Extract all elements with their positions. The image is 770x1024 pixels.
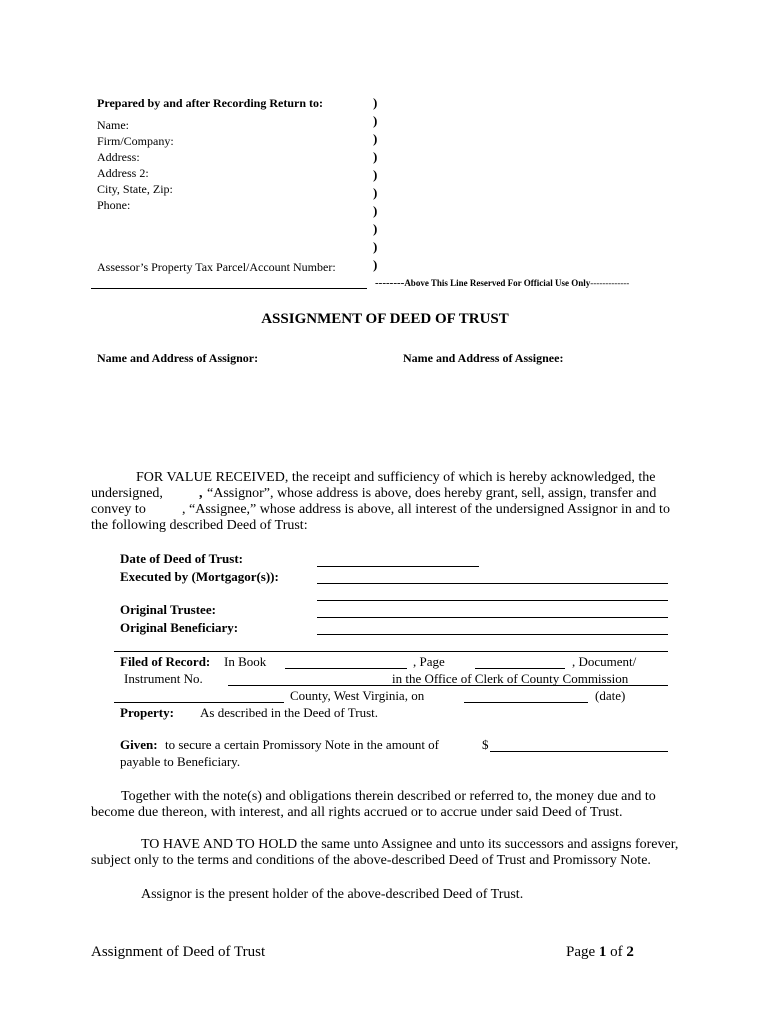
para1-undersigned: undersigned,	[91, 486, 163, 501]
section-divider	[114, 651, 668, 652]
para3-line1: TO HAVE AND TO HOLD the same unto Assignee and unto its successors and assigns forever,	[141, 837, 679, 852]
paren-2: )	[373, 113, 378, 128]
para1-line4: the following described Deed of Trust:	[91, 518, 308, 533]
instrument-label: Instrument No.	[124, 671, 203, 686]
field-city-label: City, State, Zip:	[97, 182, 173, 196]
in-book-label: In Book	[224, 654, 267, 669]
executed-by-label: Executed by (Mortgagor(s)):	[120, 569, 279, 584]
para1-assignor: “Assignor”, whose address is above, does hereby grant, sell, assign, transfer and	[207, 486, 657, 501]
field-name-label: Name:	[97, 118, 129, 132]
original-trustee-line[interactable]	[317, 617, 668, 618]
paren-6: )	[373, 185, 378, 200]
county-text: County, West Virginia, on	[290, 688, 425, 703]
field-address2-label: Address 2:	[97, 166, 149, 180]
given-label: Given:	[120, 737, 158, 752]
of-word: of	[610, 944, 623, 960]
field-address-label: Address:	[97, 150, 140, 164]
amount-line[interactable]	[490, 751, 668, 752]
paren-1: )	[373, 95, 378, 110]
page-label: , Page	[413, 654, 445, 669]
property-label: Property:	[120, 705, 174, 720]
dollar-sign: $	[482, 737, 489, 752]
executed-by-line-1[interactable]	[317, 583, 668, 584]
document-title: ASSIGNMENT OF DEED OF TRUST	[261, 311, 509, 327]
paren-10: )	[373, 257, 378, 272]
reserved-tail: -------------	[590, 278, 630, 288]
para4: Assignor is the present holder of the above-described Deed of Trust.	[141, 887, 524, 902]
parcel-label: Assessor’s Property Tax Parcel/Account Number:	[97, 260, 336, 274]
page-word: Page	[566, 944, 596, 960]
para1-convey: convey to	[91, 502, 146, 517]
date-of-deed-label: Date of Deed of Trust:	[120, 551, 243, 566]
executed-by-line-2[interactable]	[317, 600, 668, 601]
field-phone-label: Phone:	[97, 198, 131, 212]
payable-text: payable to Beneficiary.	[120, 754, 241, 769]
recorded-date-line[interactable]	[464, 702, 588, 703]
paren-3: )	[373, 131, 378, 146]
filed-of-record-label: Filed of Record:	[120, 654, 211, 669]
book-line[interactable]	[285, 668, 407, 669]
para1-line1: FOR VALUE RECEIVED, the receipt and sufficiency of which is hereby acknowledged, the	[136, 470, 656, 485]
given-text: to secure a certain Promissory Note in the amount of	[165, 737, 440, 752]
paren-9: )	[373, 239, 378, 254]
para2-line2: become due thereon, with interest, and all rights accrued or to accrue under said Deed of Trust.	[91, 805, 623, 820]
original-beneficiary-label: Original Beneficiary:	[120, 620, 239, 635]
document-label: , Document/	[572, 654, 637, 669]
para2-line1: Together with the note(s) and obligations therein described or referred to, the money due and to	[121, 789, 656, 804]
prepared-by-label: Prepared by and after Recording Return to:	[97, 96, 323, 110]
field-firm-label: Firm/Company:	[97, 134, 174, 148]
paren-7: )	[373, 203, 378, 218]
parcel-line	[91, 288, 367, 289]
original-trustee-label: Original Trustee:	[120, 602, 216, 617]
reserved-dashes: --------	[375, 277, 405, 289]
reserved-line	[375, 276, 629, 290]
para3-line2: subject only to the terms and conditions of the above-described Deed of Trust and Promissory Note.	[91, 853, 651, 868]
property-value: As described in the Deed of Trust.	[200, 705, 379, 720]
original-beneficiary-line[interactable]	[317, 634, 668, 635]
date-hint: (date)	[595, 688, 626, 703]
paren-5: )	[373, 167, 378, 182]
para1-assignee: , “Assignee,” whose address is above, all interest of the undersigned Assignor in and to	[182, 502, 670, 517]
para1-comma: ,	[199, 486, 203, 501]
county-line[interactable]	[114, 702, 284, 703]
assignor-label: Name and Address of Assignor:	[97, 351, 259, 365]
page-current: 1	[598, 944, 607, 960]
paren-8: )	[373, 221, 378, 236]
page-total: 2	[626, 944, 634, 960]
paren-4: )	[373, 149, 378, 164]
footer-title: Assignment of Deed of Trust	[91, 944, 266, 960]
office-text: in the Office of Clerk of County Commission	[392, 671, 629, 686]
date-of-deed-line[interactable]	[317, 566, 479, 567]
page-line[interactable]	[475, 668, 565, 669]
reserved-text: Above This Line Reserved For Official Use Only	[404, 278, 591, 288]
page-number	[566, 943, 634, 961]
assignee-label: Name and Address of Assignee:	[403, 351, 564, 365]
